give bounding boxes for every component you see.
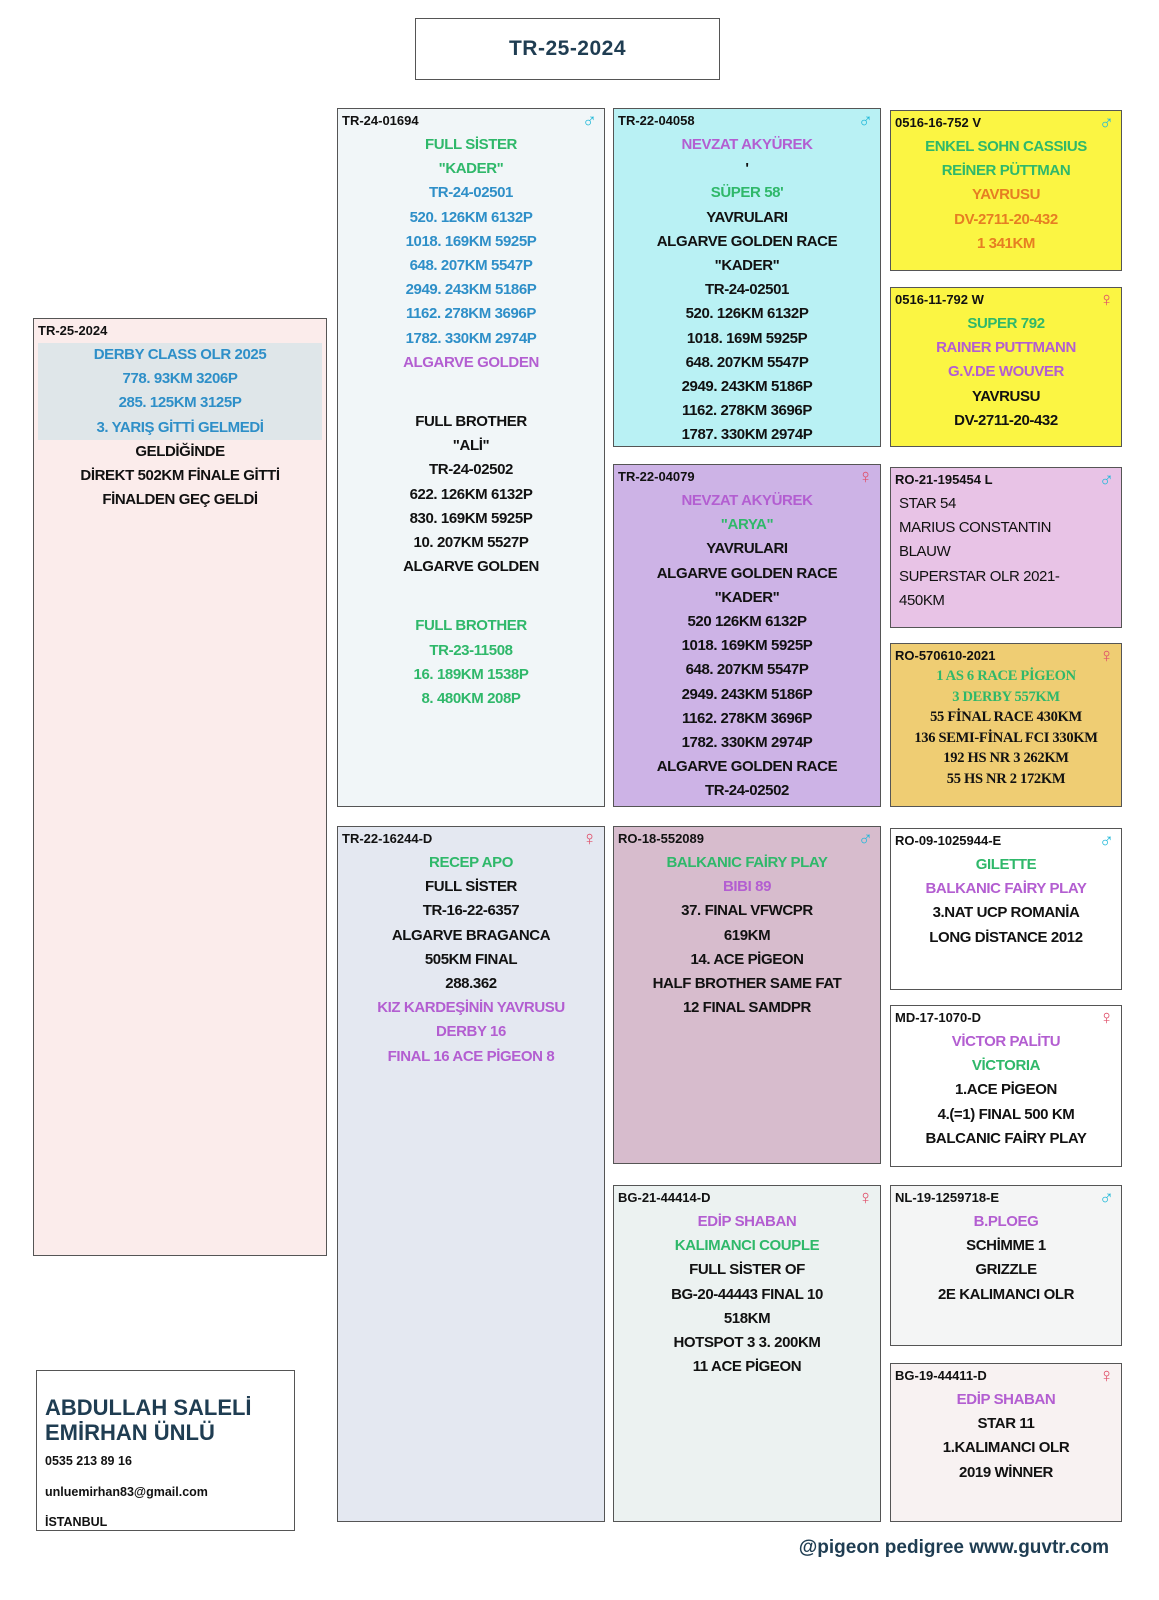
phone-number: 0535 213 89 16 (45, 1454, 132, 1468)
dss-card (890, 828, 1122, 990)
footer-watermark: @pigeon pedigree www.guvtr.com (798, 1537, 1109, 1558)
ring-number: TR-22-16244-D (342, 831, 433, 846)
male-icon: ♂ (1099, 112, 1114, 134)
female-icon: ♀ (1099, 1007, 1114, 1029)
breeder-name: ABDULLAH SALELİ (45, 1395, 252, 1420)
sire-sire-card (613, 108, 881, 447)
sdd-card (890, 643, 1122, 807)
breeder-names (45, 1395, 252, 1445)
dam-dam-notes: EDİP SHABAN KALIMANCI COUPLE FULL SİSTER OF BG-20-44443 FINAL 10 518KM HOTSPOT 3 3. 200KM 11 ACE PİGEON (671, 1213, 823, 1376)
sire-dam-card (613, 464, 881, 807)
dam-card (337, 826, 605, 1522)
sdd-notes: 1 AS 6 RACE PİGEON 3 DERBY 557KM 55 FİNAL RACE 430KM 136 SEMI-FİNAL FCI 330KM 192 HS NR 3 262KM 55 HS NR 2 172KM (914, 668, 1098, 787)
female-icon: ♀ (1099, 645, 1114, 667)
sire-dam-notes: NEVZAT AKYÜREK "ARYA" YAVRULARI ALGARVE GOLDEN RACE "KADER" 520 126KM 6132P 1018. 169KM 5925P 648. 207KM 5547P 2949. 243KM 5186P 1162. 278KM 3696P 1782. 330KM 2974P ALGARVE GOLDEN RACE TR-24-02502 (656, 492, 838, 800)
main-bird-notes: DERBY CLASS OLR 2025 778. 93KM 3206P 285. 125KM 3125P 3. YARIŞ GİTTİ GELMEDİ GELDİĞİNDE DİREKT 502KM FİNALE GİTTİ FİNALDEN GEÇ GELDİ (34, 343, 326, 512)
ssd-notes: SUPER 792 RAINER PUTTMANN G.V.DE WOUVER YAVRUSU DV-2711-20-432 (936, 315, 1076, 429)
male-icon: ♂ (582, 110, 597, 132)
dsd-notes: VİCTOR PALİTU VİCTORIA 1.ACE PİGEON 4.(=1) FINAL 500 KM BALCANIC FAİRY PLAY (925, 1033, 1087, 1147)
breeder-name: EMİRHAN ÜNLÜ (45, 1420, 215, 1445)
dam-notes: RECEP APO FULL SİSTER TR-16-22-6357 ALGARVE BRAGANCA 505KM FINAL 288.362 KIZ KARDEŞİNİN YAVRUSU DERBY 16 FINAL 16 ACE PİGEON 8 (377, 854, 565, 1065)
main-bird-card (33, 318, 327, 1256)
dds-notes: B.PLOEG SCHİMME 1 GRIZZLE 2E KALIMANCI OLR (937, 1213, 1075, 1303)
ring-number: RO-09-1025944-E (895, 833, 1002, 848)
male-icon: ♂ (858, 110, 873, 132)
ring-number: TR-22-04058 (618, 113, 695, 128)
ring-number: RO-21-195454 L (895, 472, 993, 487)
ring-number: TR-24-01694 (342, 113, 419, 128)
ring-number: BG-19-44411-D (895, 1368, 987, 1383)
male-icon: ♂ (1099, 1187, 1114, 1209)
dsd-card (890, 1005, 1122, 1167)
dam-sire-notes: BALKANIC FAİRY PLAY BIBI 89 37. FINAL VFWCPR 619KM 14. ACE PİGEON HALF BROTHER SAME FAT 12 FINAL SAMDPR (652, 854, 842, 1017)
sire-card (337, 108, 605, 807)
ring-number: TR-25-2024 (38, 323, 108, 338)
ssd-card (890, 287, 1122, 447)
sss-card (890, 110, 1122, 271)
dam-sire-card (613, 826, 881, 1164)
dam-dam-card (613, 1185, 881, 1522)
ring-number: 0516-16-752 V (895, 115, 982, 130)
dss-notes: GILETTE BALKANIC FAİRY PLAY 3.NAT UCP ROMANİA LONG DİSTANCE 2012 (925, 856, 1087, 946)
dds-card (890, 1185, 1122, 1346)
sds-notes: STAR 54 MARIUS CONSTANTIN BLAUW SUPERSTAR OLR 2021- 450KM (899, 495, 1060, 609)
female-icon: ♀ (582, 828, 597, 850)
male-icon: ♂ (1099, 830, 1114, 852)
ring-number: 0516-11-792 W (895, 292, 984, 307)
email-address[interactable]: unluemirhan83@gmail.com (45, 1485, 208, 1499)
pedigree-title: TR-25-2024 (415, 18, 720, 80)
female-icon: ♀ (858, 1187, 873, 1209)
sire-sire-notes: NEVZAT AKYÜREK ' SÜPER 58' YAVRULARI ALGARVE GOLDEN RACE "KADER" TR-24-02501 520. 126KM 6132P 1018. 169M 5925P 648. 207KM 5547P 2949. 243KM 5186P 1162. 278KM 3696P 1787. 330KM 2974P (656, 136, 838, 444)
female-icon: ♀ (1099, 1365, 1114, 1387)
sss-notes: ENKEL SOHN CASSIUS REİNER PÜTTMAN YAVRUSU DV-2711-20-432 1 341KM (925, 138, 1087, 252)
breeder-contact-card (36, 1370, 295, 1531)
male-icon: ♂ (858, 828, 873, 850)
city: İSTANBUL (45, 1515, 108, 1529)
sds-card (890, 467, 1122, 628)
ring-number: MD-17-1070-D (895, 1010, 981, 1025)
female-icon: ♀ (1099, 289, 1114, 311)
ring-number: RO-570610-2021 (895, 648, 996, 663)
ring-number: BG-21-44414-D (618, 1190, 711, 1205)
sire-notes: FULL SİSTER "KADER" TR-24-02501 520. 126KM 6132P 1018. 169KM 5925P 648. 207KM 5547P 2949. 243KM 5186P 1162. 278KM 3696P 1782. 330KM 2974P ALGARVE GOLDEN FULL BROTHER "ALİ" TR-24-02502 622. 126KM 6132P 830. 169KM 5925P 10. 207KM 5527P ALGARVE GOLDEN FULL BROTHER TR-23-11508 16. 189KM 1538P 8. 480KM 208P (403, 136, 539, 708)
ddd-card (890, 1363, 1122, 1522)
ring-number: RO-18-552089 (618, 831, 704, 846)
ring-number: NL-19-1259718-E (895, 1190, 1000, 1205)
ddd-notes: EDİP SHABAN STAR 11 1.KALIMANCI OLR 2019 WİNNER (942, 1391, 1070, 1481)
ring-number: TR-22-04079 (618, 469, 695, 484)
male-icon: ♂ (1099, 469, 1114, 491)
female-icon: ♀ (858, 466, 873, 488)
